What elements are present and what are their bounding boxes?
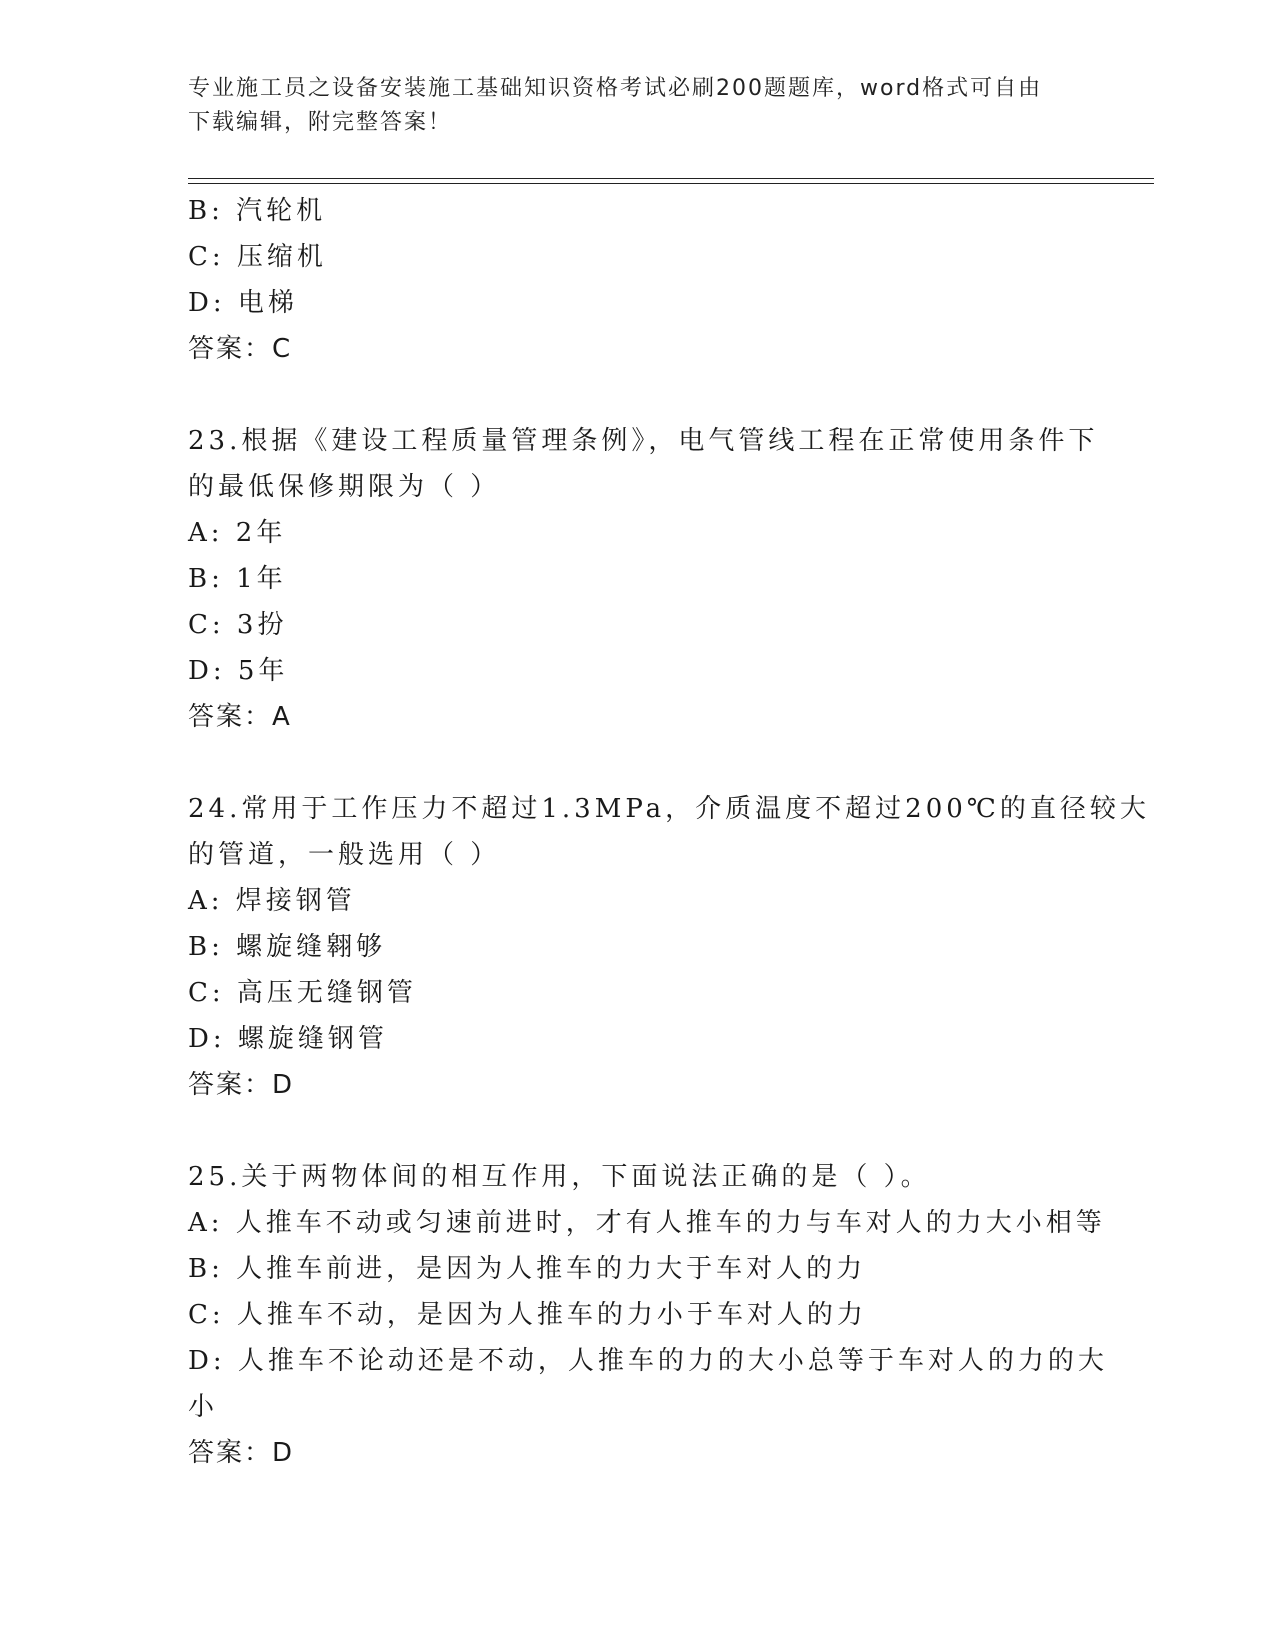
answer-line: 答案：A: [188, 702, 292, 732]
question-text: 23.根据《建设工程质量管理条例》，电气管线工程在正常使用条件下: [188, 426, 1099, 456]
option-d: D: 电梯: [188, 288, 298, 318]
option-b: B: 汽轮机: [188, 196, 327, 226]
question-text: 25.关于两物体间的相互作用，下面说法正确的是（ ）。: [188, 1162, 931, 1192]
option-a: A: 人推车不动或匀速前进时，才有人推车的力与车对人的力大小相等: [188, 1208, 1106, 1238]
answer-line: 答案：D: [188, 1070, 295, 1100]
option-c: C: 人推车不动，是因为人推车的力小于车对人的力: [188, 1300, 867, 1330]
header-line-2: 下载编辑，附完整答案！: [188, 110, 453, 135]
header-rule-bottom: [188, 183, 1154, 184]
question-23: [188, 418, 1099, 740]
option-c: C: 高压无缝钢管: [188, 978, 417, 1008]
header-line-1: 专业施工员之设备安装施工基础知识资格考试必刷200题题库，word格式可自由: [188, 76, 1043, 101]
option-d: D: 5年: [188, 656, 289, 686]
question-text: 24.常用于工作压力不超过1.3MPa，介质温度不超过200℃的直径较大: [188, 794, 1150, 824]
option-b: B: 1年: [188, 564, 287, 594]
option-d-wrap: 小: [188, 1392, 219, 1422]
answer-line: 答案：D: [188, 1438, 295, 1468]
option-a: A: 2年: [188, 518, 287, 548]
question-24: [188, 786, 1150, 1108]
document-header: [188, 72, 1088, 140]
answer-line: 答案：C: [188, 334, 293, 364]
question-text-cont: 的管道，一般选用（ ）: [188, 840, 501, 870]
question-list: [188, 188, 1150, 1476]
spacer: [188, 372, 1088, 418]
option-c: C: 压缩机: [188, 242, 327, 272]
option-b: B: 人推车前进，是因为人推车的力大于车对人的力: [188, 1254, 867, 1284]
question-25: [188, 1154, 1108, 1476]
option-d: D: 螺旋缝钢管: [188, 1024, 388, 1054]
question-22-continuation: [188, 188, 1088, 372]
question-text-cont: 的最低保修期限为（ ）: [188, 472, 501, 502]
header-rule-top: [188, 178, 1154, 179]
option-b: B: 螺旋缝翱够: [188, 932, 387, 962]
spacer: [188, 740, 1088, 786]
option-a: A: 焊接钢管: [188, 886, 356, 916]
spacer: [188, 1108, 1088, 1154]
option-c: C: 3扮: [188, 610, 288, 640]
option-d: D: 人推车不论动还是不动，人推车的力的大小总等于车对人的力的大: [188, 1346, 1108, 1376]
